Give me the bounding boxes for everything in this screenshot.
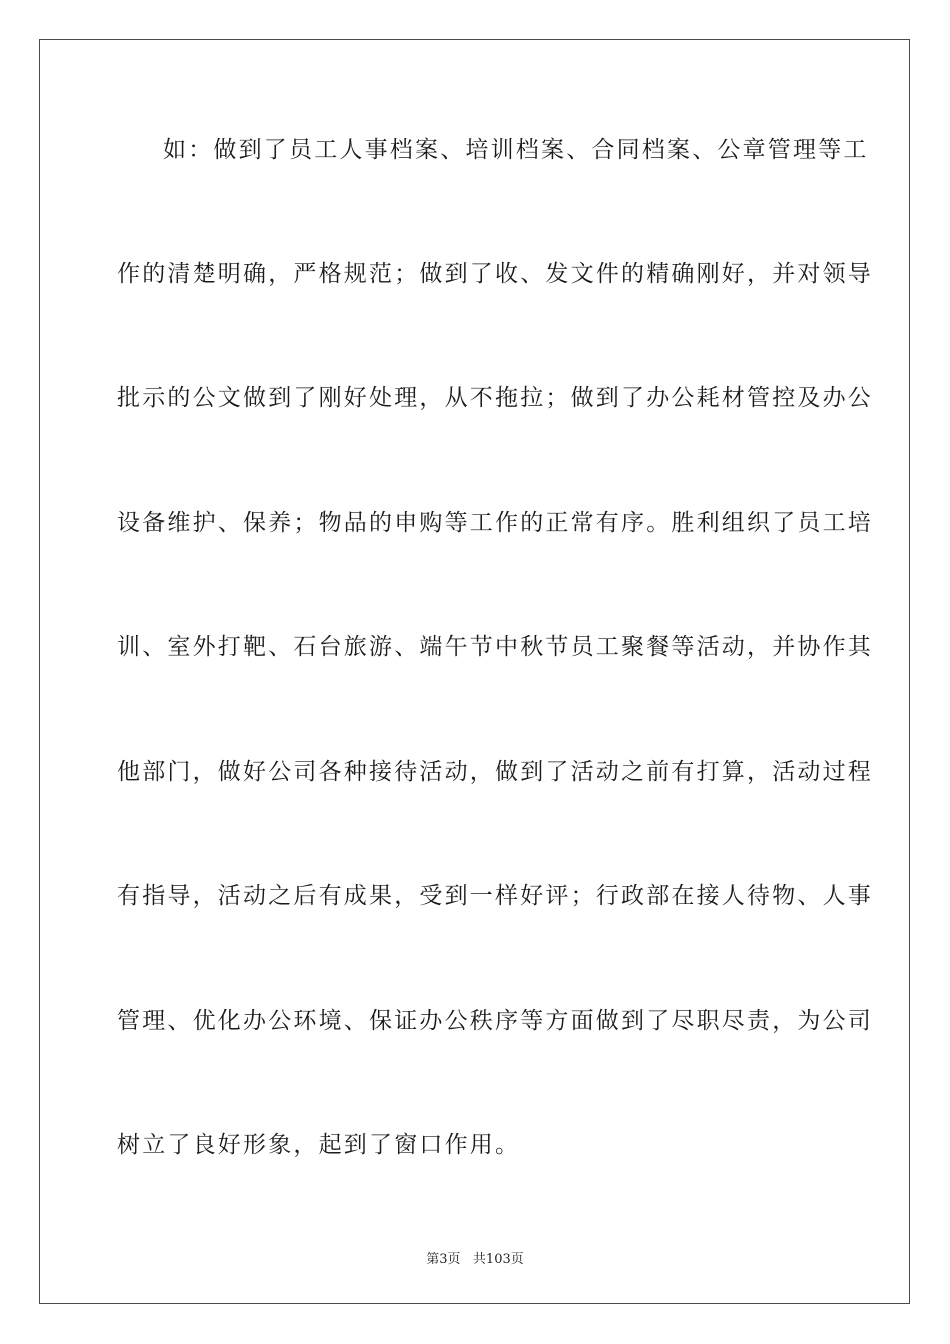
total-pages: 共103页 (472, 1252, 524, 1267)
paragraph-line-8: 管理、优化办公环境、保证办公秩序等方面做到了尽职尽责，为公司 (117, 1008, 873, 1034)
paragraph-line-9: 树立了良好形象，起到了窗口作用。 (117, 1132, 521, 1158)
paragraph-line-2: 作的清楚明确，严格规范；做到了收、发文件的精确刚好，并对领导 (117, 261, 873, 287)
paragraph-line-7: 有指导，活动之后有成果，受到一样好评；行政部在接人待物、人事 (117, 883, 873, 909)
page-number: 第3页 (426, 1252, 461, 1267)
paragraph-line-1: 如：做到了员工人事档案、培训档案、合同档案、公章管理等工 (163, 137, 869, 163)
paragraph-line-5: 训、室外打靶、石台旅游、端午节中秋节员工聚餐等活动，并协作其 (117, 634, 873, 660)
page-footer (0, 1248, 950, 1267)
paragraph-line-4: 设备维护、保养；物品的申购等工作的正常有序。胜利组织了员工培 (117, 510, 873, 536)
paragraph-line-6: 他部门，做好公司各种接待活动，做到了活动之前有打算，活动过程 (117, 759, 873, 785)
paragraph-line-3: 批示的公文做到了刚好处理，从不拖拉；做到了办公耗材管控及办公 (117, 385, 873, 411)
page-border (39, 39, 910, 1304)
